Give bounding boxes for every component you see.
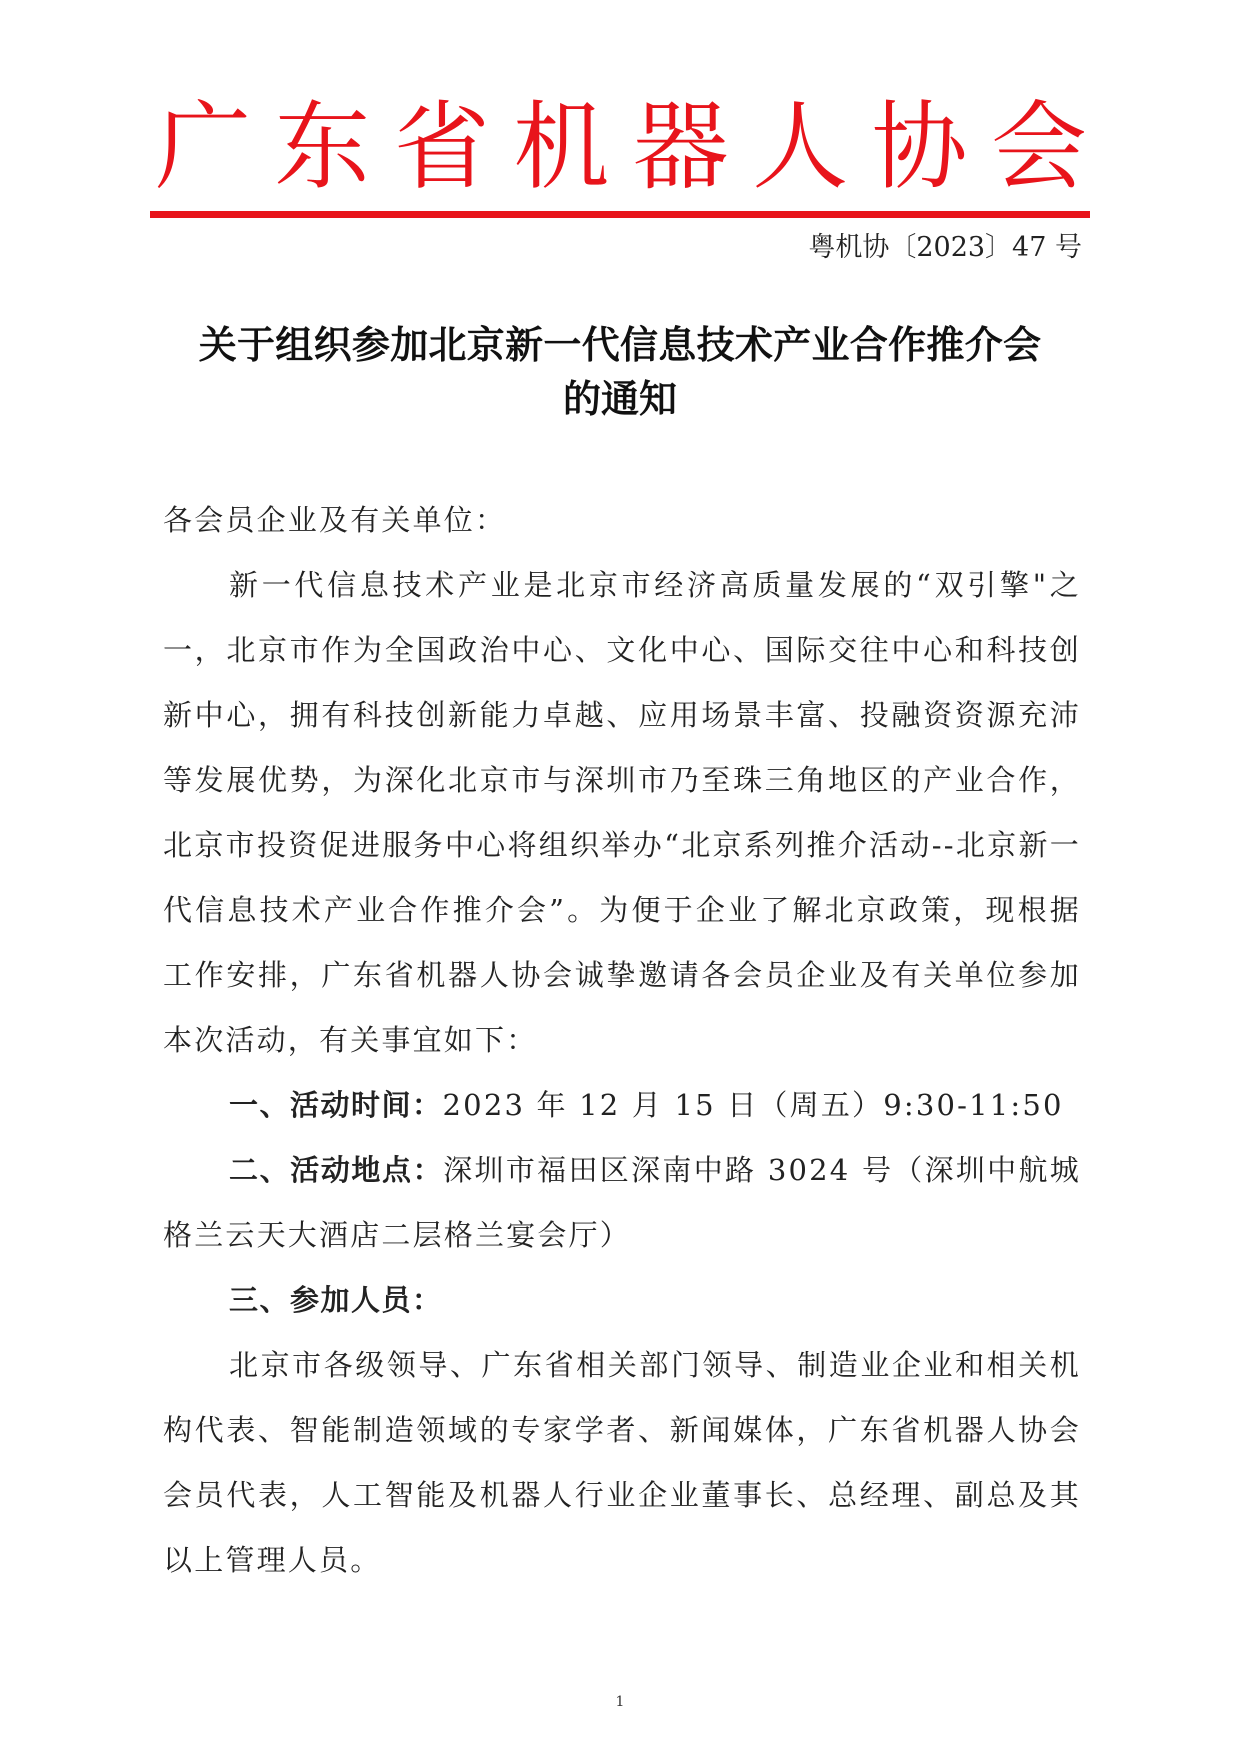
document-title xyxy=(155,318,1085,426)
letterhead-char: 广 xyxy=(155,92,251,202)
activity-location-label: 二、活动地点： xyxy=(229,1153,444,1187)
letterhead-char: 会 xyxy=(990,92,1087,202)
participants-label: 三、参加人员： xyxy=(229,1283,443,1317)
activity-time-value: 2023 年 12 月 15 日（周五）9:30-11:50 xyxy=(442,1088,1064,1122)
title-line-1: 关于组织参加北京新一代信息技术产业合作推介会 xyxy=(198,323,1042,367)
intro-paragraph: 新一代信息技术产业是北京市经济高质量发展的“双引擎"之一，北京市作为全国政治中心、文化中心、国际交往中心和科技创新中心，拥有科技创新能力卓越、应用场景丰富、投融资资源充沛等发展优势，为深化北京市与深圳市乃至珠三角地区的产业合作，北京市投资促进服务中心将组织举办“北京系列推介活动--北京新一代信息技术产业合作推介会”。为便于企业了解北京政策，现根据工作安排，广东省机器人协会诚挚邀请各会员企业及有关单位参加本次活动，有关事宜如下： xyxy=(163,568,1081,1057)
activity-location xyxy=(163,1138,1081,1268)
participants-heading xyxy=(163,1268,1081,1333)
letterhead-char: 协 xyxy=(871,92,968,202)
document-number: 粤机协〔2023〕47 号 xyxy=(808,232,1082,263)
document-body xyxy=(163,488,1081,1593)
page-number: 1 xyxy=(615,1694,625,1710)
activity-location-value: 深圳市福田区深南中路 3024 号（深圳中航城格兰云天大酒店二层格兰宴会厅） xyxy=(163,1153,1081,1252)
letterhead-divider xyxy=(150,211,1090,218)
letterhead-char: 省 xyxy=(393,92,490,202)
letterhead-char: 机 xyxy=(513,92,610,202)
letterhead-char: 人 xyxy=(752,92,849,202)
letterhead-char: 器 xyxy=(632,92,729,202)
organization-letterhead xyxy=(155,92,1087,202)
activity-time-label: 一、活动时间： xyxy=(229,1088,443,1122)
salutation: 各会员企业及有关单位： xyxy=(163,503,507,537)
letterhead-char: 东 xyxy=(274,92,371,202)
activity-time xyxy=(163,1073,1081,1138)
title-line-2: 的通知 xyxy=(562,377,677,421)
participants-paragraph: 北京市各级领导、广东省相关部门领导、制造业企业和相关机构代表、智能制造领域的专家学者、新闻媒体，广东省机器人协会会员代表，人工智能及机器人行业企业董事长、总经理、副总及其以上管理人员。 xyxy=(163,1348,1081,1577)
